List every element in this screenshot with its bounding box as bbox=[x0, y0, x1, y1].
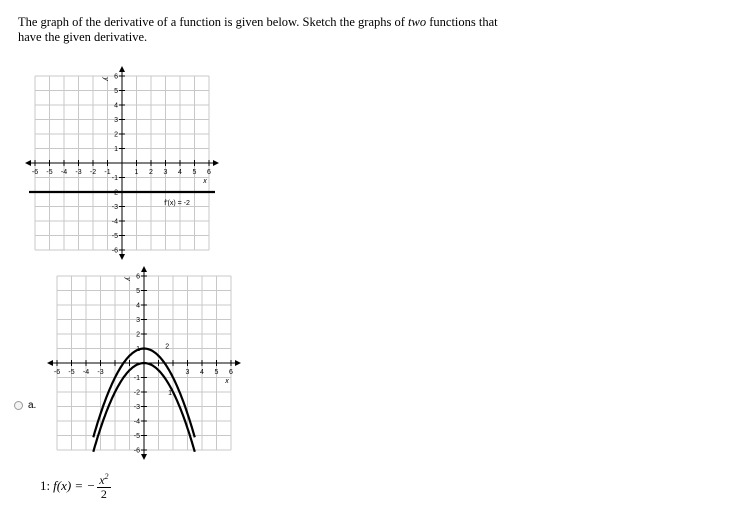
x-tick-label: -5 bbox=[68, 369, 75, 376]
y-tick-label: 3 bbox=[136, 317, 140, 324]
y-tick-label: -6 bbox=[133, 447, 140, 455]
x-tick-label: 6 bbox=[207, 169, 211, 176]
question-text bbox=[18, 15, 518, 45]
y-tick-label: 5 bbox=[136, 288, 140, 295]
x-tick-label: -4 bbox=[82, 369, 90, 376]
y-axis-label: y bbox=[124, 277, 131, 281]
y-tick-label: -1 bbox=[111, 175, 118, 182]
y-tick-label: 6 bbox=[114, 73, 118, 81]
x-axis-arrow-left bbox=[25, 160, 31, 166]
y-tick-label: 3 bbox=[114, 117, 118, 124]
x-tick-label: -6 bbox=[53, 369, 61, 376]
x-tick-label: -1 bbox=[104, 169, 111, 176]
derivative-function-label: f'(x) = -2 bbox=[164, 200, 190, 207]
x-tick-label: -2 bbox=[89, 169, 97, 176]
x-tick-label: 4 bbox=[200, 369, 204, 376]
y-tick-label: -2 bbox=[133, 389, 140, 397]
x-tick-label: 1 bbox=[134, 169, 139, 176]
y-tick-label: -1 bbox=[133, 375, 140, 382]
y-tick-label: 4 bbox=[114, 102, 118, 110]
y-axis-arrow-up bbox=[141, 266, 147, 272]
x-axis-arrow-right bbox=[235, 360, 241, 366]
y-axis-label: y bbox=[102, 77, 109, 81]
formula-lhs: f(x) = − bbox=[53, 477, 96, 493]
x-tick-label: -5 bbox=[46, 169, 53, 176]
x-tick-label: 6 bbox=[229, 369, 233, 376]
y-axis-arrow-up bbox=[119, 66, 125, 72]
option-a-graph bbox=[54, 270, 244, 460]
formula-fraction bbox=[97, 470, 110, 501]
x-tick-label: 5 bbox=[214, 369, 219, 376]
x-axis-arrow-left bbox=[47, 360, 53, 366]
derivative-graph bbox=[32, 70, 222, 260]
x-axis-arrow-right bbox=[213, 160, 219, 166]
x-tick-label: -3 bbox=[97, 369, 104, 376]
curve-label-2: 2 bbox=[165, 343, 170, 351]
option-a-label: a. bbox=[28, 400, 37, 411]
x-tick-label: -4 bbox=[60, 169, 68, 176]
curve-label-1: 1 bbox=[168, 389, 173, 397]
x-tick-label: -3 bbox=[75, 169, 82, 176]
formula-exponent: 2 bbox=[104, 472, 109, 481]
y-axis-arrow-down bbox=[119, 254, 125, 260]
y-tick-label: 4 bbox=[136, 302, 140, 310]
y-tick-label: 1 bbox=[136, 346, 140, 353]
y-tick-label: -3 bbox=[133, 404, 140, 411]
y-tick-label: 2 bbox=[136, 331, 140, 339]
y-tick-label: -5 bbox=[133, 433, 140, 440]
question-text-part-1: The graph of the derivative of a function is given below. Sketch the graphs of bbox=[18, 15, 409, 29]
question-text-part-2: functions that have the given derivative. bbox=[18, 15, 498, 44]
y-tick-label: -4 bbox=[111, 218, 118, 226]
y-tick-label: -2 bbox=[111, 189, 118, 197]
y-tick-label: -4 bbox=[133, 418, 140, 426]
x-tick-label: 5 bbox=[192, 169, 197, 176]
option-a-radio[interactable] bbox=[14, 401, 23, 410]
y-tick-label: -3 bbox=[111, 204, 118, 211]
y-tick-label: 1 bbox=[114, 146, 118, 153]
x-tick-label: 3 bbox=[185, 369, 190, 376]
x-axis-label: x bbox=[203, 178, 207, 185]
x-tick-label: 3 bbox=[163, 169, 168, 176]
y-tick-label: 6 bbox=[136, 273, 140, 281]
x-axis-label: x bbox=[225, 378, 229, 385]
x-tick-label: 4 bbox=[178, 169, 182, 176]
y-tick-label: -6 bbox=[111, 247, 118, 255]
option-a-formula bbox=[40, 470, 111, 501]
question-emphasis: two bbox=[408, 15, 427, 29]
formula-prefix: 1: bbox=[40, 477, 51, 493]
option-a[interactable] bbox=[14, 400, 36, 411]
x-tick-label: 2 bbox=[149, 169, 153, 176]
formula-numerator-base: x bbox=[99, 473, 105, 487]
x-tick-label: -6 bbox=[31, 169, 39, 176]
y-axis-arrow-down bbox=[141, 454, 147, 460]
formula-numerator bbox=[97, 470, 110, 488]
y-tick-label: 5 bbox=[114, 88, 118, 95]
y-tick-label: -5 bbox=[111, 233, 118, 240]
y-tick-label: 2 bbox=[114, 131, 118, 139]
formula-denominator: 2 bbox=[100, 487, 107, 501]
